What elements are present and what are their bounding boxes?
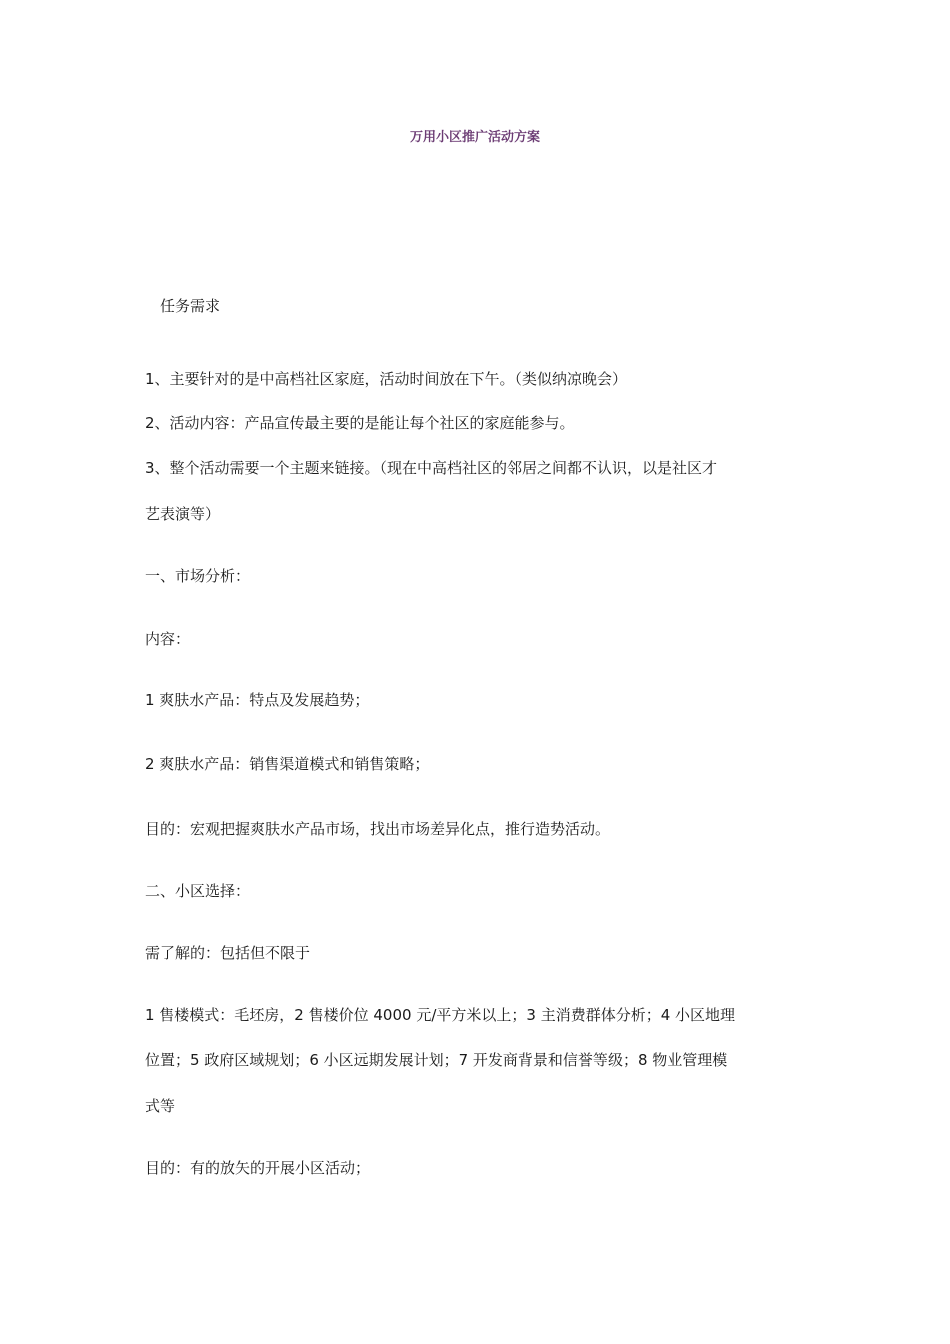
- paragraph-line: 2、活动内容：产品宣传最主要的是能让每个社区的家庭能参与。: [145, 414, 575, 432]
- document-title: 万用小区推广活动方案: [409, 130, 540, 145]
- paragraph-line: 需了解的：包括但不限于: [145, 944, 311, 962]
- paragraph-line: 式等: [145, 1097, 176, 1115]
- paragraph-line: 1 售楼模式：毛坯房，2 售楼价位 4000 元/平方米以上；3 主消费群体分析；4 小区地理: [145, 1006, 736, 1024]
- paragraph-line: 艺表演等）: [145, 505, 221, 523]
- section-heading-market-analysis: 一、市场分析：: [145, 567, 251, 585]
- paragraph-line: 内容：: [145, 630, 191, 648]
- paragraph-line: 3、整个活动需要一个主题来链接。（现在中高档社区的邻居之间都不认识，以是社区才: [145, 459, 718, 477]
- paragraph-line: 1 爽肤水产品：特点及发展趋势；: [145, 691, 370, 709]
- paragraph-line: 目的：宏观把握爽肤水产品市场，找出市场差异化点，推行造势活动。: [145, 820, 611, 838]
- heading-task-requirements: 任务需求: [160, 297, 221, 315]
- paragraph-line: 目的：有的放矢的开展小区活动；: [145, 1159, 371, 1177]
- section-heading-community-selection: 二、小区选择：: [145, 882, 251, 900]
- paragraph-line: 位置；5 政府区域规划；6 小区远期发展计划；7 开发商背景和信誉等级；8 物业管理模: [145, 1051, 728, 1069]
- paragraph-line: 2 爽肤水产品：销售渠道模式和销售策略；: [145, 755, 430, 773]
- paragraph-line: 1、主要针对的是中高档社区家庭，活动时间放在下午。（类似纳凉晚会）: [145, 370, 628, 388]
